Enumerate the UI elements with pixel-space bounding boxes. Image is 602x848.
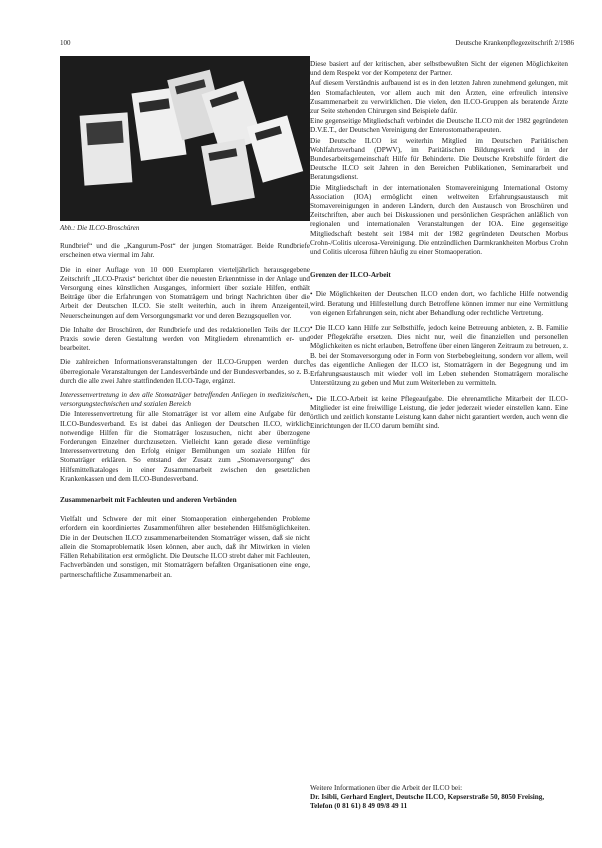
figure-caption: Abb.: Die ILCO-Broschüren [60,224,140,232]
left-para-3: Die Inhalte der Broschüren, der Rundbriefe und des redaktionellen Teils der ILCO Praxis sowie deren Gestaltung werden von Mitgliedern ehrenamtlich er- und bearbeitet. [60,325,310,353]
right-column [310,60,568,437]
left-subhead: Interessenvertretung in den alle Stomaträger betreffenden Anliegen in medizinischen, versorgungstechnischen und sozialen Bereich [60,391,310,409]
right-heading: Grenzen der ILCO-Arbeit [310,271,391,280]
brochures-image [60,56,310,221]
brochures-photo [60,56,310,221]
page-header [60,38,574,48]
left-para-6: Vielfalt und Schwere der mit einer Stomaoperation einhergehenden Probleme erfordern ein koordiniertes Zusammenführen aller bestehenden Hilfsmöglichkeiten. Die in der Deutschen ILCO zusammenarbeitenden Stomaträger wissen, daß sie nicht allein die Stomaproblematik lösen können, aber auch, daß ihr Mitwirken in vielen Fällen Rehabilitation erst ermöglicht. Die Deutsche ILCO strebt daher mit Fachleuten, Fachverbänden und sonstigen, mit Stomaträgern befaßten Organisationen eine enge, partnerschaftliche Zusammenarbeit an. [60,515,310,579]
left-para-1: Rundbrief“ und die „Kangurum-Post“ der jungen Stomaträger. Beide Rundbriefe erscheinen etwa viermal im Jahr. [60,242,310,260]
booklet-1 [80,112,133,185]
right-para-1: Diese basiert auf der kritischen, aber selbstbewußten Sicht der eigenen Möglichkeiten und dem Respekt vor der Kompetenz der Partner. [310,60,568,78]
right-para-4: Die Deutsche ILCO ist weiterhin Mitglied im Deutschen Paritätischen Wohlfahrtsverband (DPWV), im Paritätischen Bildungswerk und in der Bundesarbeitsgemeinschaft Hilfe für Behinderte. Die Deutsche Krebshilfe fördert die Deutsche ILCO seit Jahren in den Bereichen Publikationen, Seminararbeit und Beratungsdienst. [310,136,568,182]
right-bullet-2: • Die ILCO kann Hilfe zur Selbsthilfe, jedoch keine Betreuung anbieten, z. B. Familie oder Pflegekräfte ersetzen. Dies nicht nur, weil die finanziellen und personellen Möglichkeiten es nicht erlauben, Betroffene über einen längeren Zeitraum zu betreuen, z. B. bei der Stomaversorgung oder in Form von Sterbebegleitung, sondern vor allem, weil es das eigentliche Anliegen der ILCO ist, Stomaträgern in der Begegnung und im Erfahrungsaustausch mit wieder voll im Leben stehenden Stomaträgern moralische Unterstützung zu geben und Mut zum Weiterleben zu vermitteln. [310,324,568,388]
contact-address: Dr. Isibli, Gerhard Englert, Deutsche ILCO, Kepserstraße 50, 8050 Freising, Telefon (0 81 61) 8 49 09/8 49 11 [310,793,545,811]
right-bullet-3: • Die ILCO-Arbeit ist keine Pflegeaufgabe. Die ehrenamtliche Mitarbeit der ILCO-Mitglieder ist eine freiwillige Leistung, die jeder jederzeit wieder einstellen kann. Eine örtlich und zeitlich konstante Leistung kann daher nicht garantiert werden, auch wenn die Einrichtungen der ILCO darum bemüht sind. [310,394,568,431]
left-para-4: Die zahlreichen Informationsveranstaltungen der ILCO-Gruppen werden durch überregionale Veranstaltungen der Landesverbände und der Bundesverbandes, so z. B. durch die alle zwei Jahre stattfindenden ILCO-Tage, ergänzt. [60,358,310,385]
right-para-5: Die Mitgliedschaft in der internationalen Stomavereinigung International Ostomy Association (IOA) ermöglicht einen weltweiten Erfahrungsaustausch mit Stomavereinigungen in anderen Ländern, durch den Austausch von Broschüren und Zeitschriften, aber auch bei Diskussionen und persönlichen Gesprächen anläßlich von regionalen und internationalen Veranstaltungen der IOA. Eine gegenseitige Mitgliedschaft besteht seit 1984 mit der 1982 gegründeten Deutschen Morbus Crohn-/Colitis ulcerosa-Vereinigung. Die entzündlichen Darmkrankheiten Morbus Crohn und Colitis ulcerosa führen häufig zu einer Stomaoperation. [310,183,568,257]
right-bullet-1: • Die Möglichkeiten der Deutschen ILCO enden dort, wo fachliche Hilfe notwendig wird. Beratung und Hilfestellung durch Betroffene können immer nur eine Vermittlung von eigenen Erfahrungen sein, nicht aber Behandlung oder rechtliche Vertretung. [310,290,568,317]
left-column [60,56,310,585]
contact-info [310,784,568,812]
journal-title: Deutsche Krankenpflegezeitschrift 2/1986 [455,39,574,47]
left-heading: Zusammenarbeit mit Fachleuten und anderen Verbänden [60,496,237,505]
left-para-5: Die Interessenvertretung für alle Stomaträger ist vor allem eine Aufgabe für den ILCO-Bundesverband. Es ist dabei das Anliegen der Deutschen ILCO, wirklich notwendige Hilfen für die Stomaträger loszusuchen, nicht aber überzogene Forderungen Einzelner durchzusetzen. Vielleicht kann gerade diese vernünftige Interessenvertretung den Erfolg einiger Bemühungen um soziale Hilfen für Stomaträger erklären. So entstand der Zusatz zum „Stomaversorgung“ des Hilfsmittelkataloges in einer Zusammenarbeit zwischen den gesetzlichen Krankenkassen und dem ILCO-Bundesverband. [60,410,310,483]
contact-intro: Weitere Informationen über die Arbeit der ILCO bei: [310,784,463,792]
left-para-2: Die in einer Auflage von 10 000 Exemplaren vierteljährlich herausgegebene Zeitschrift „ILCO-Praxis“ berichtet über die neuesten Erkenntnisse in der Anlage und Versorgung eines künstlichen Ausganges, informiert über soziale Hilfen, enthält Beiträge über die Erfahrungen von Stomaträgern und bringt Nachrichten über die Arbeit der Deutschen ILCO. Sie stellt weiterhin, auch in ihrem Anzeigenteil, Neuerscheinungen auf dem Versorgungsmarkt vor und deren Bezugsquellen vor. [60,265,310,320]
page-number: 100 [60,39,71,47]
right-para-2: Auf diesem Verständnis aufbauend ist es in den letzten Jahren zunehmend gelungen, mit den Stomafachleuten, vor allem auch mit den Ärzten, eine erfreulich intensive Zusammenarbeit zu verwirklichen. Die vielen, den ILCO-Gruppen als beratende Ärzte zur Seite stehenden Chirurgen sind Beispiele dafür. [310,79,568,116]
right-para-3: Eine gegenseitige Mitgliedschaft verbindet die Deutsche ILCO mit der 1982 gegründeten D.V.E.T., der Deutschen Vereinigung der Enterostomatherapeuten. [310,117,568,135]
